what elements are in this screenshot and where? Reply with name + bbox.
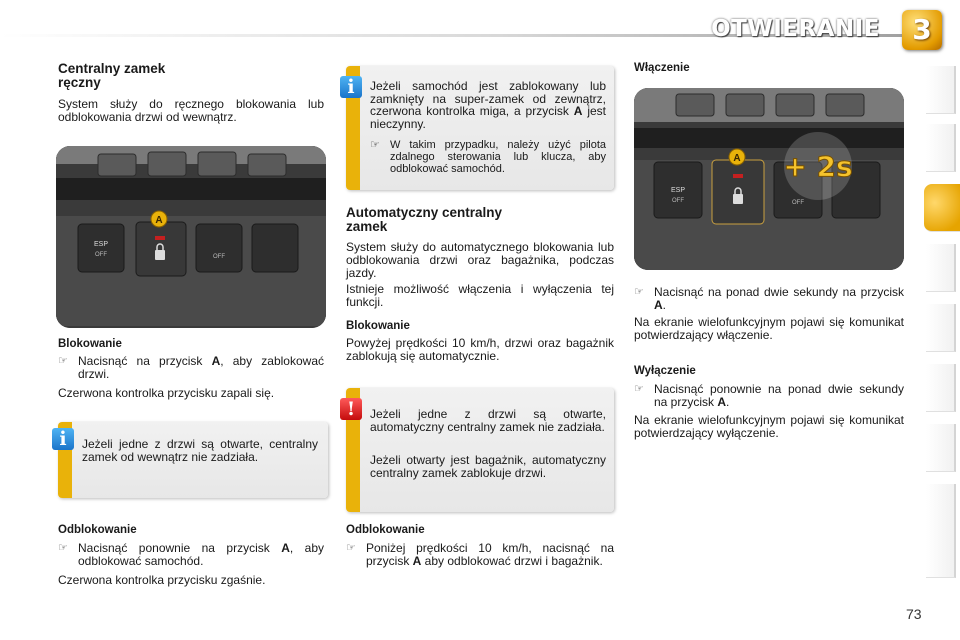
fan-button <box>726 94 764 116</box>
warning-text: Jeżeli otwarty jest bagażnik, automatyczny centralny zamek zablokuje drzwi. <box>370 453 606 480</box>
rear-defrost-button <box>826 94 864 116</box>
bullet-text: . <box>726 395 730 409</box>
chapter-tab[interactable] <box>926 484 956 532</box>
info-box-text <box>370 80 606 130</box>
vent-button <box>676 94 714 116</box>
hazard-button <box>252 224 298 272</box>
bullet-text: Poniżej prędkości 10 km/h, nacisnąć na przycisk <box>366 541 614 568</box>
esp-label: ESP <box>93 241 109 248</box>
bullet-odblokowanie-auto <box>346 542 614 568</box>
bullet-wlaczenie <box>634 286 904 312</box>
chapter-badge: 3 <box>902 10 942 50</box>
section-title-manual <box>58 62 165 90</box>
bullet-text: Nacisnąć ponownie na przycisk <box>78 541 282 555</box>
recirc-button <box>776 94 814 116</box>
button-ref: A <box>717 395 727 409</box>
chapter-tab[interactable] <box>926 244 956 292</box>
info-icon: i <box>340 76 362 98</box>
bullet-text: , aby odblokować samochód. <box>78 541 325 568</box>
button-a-label: A <box>733 153 741 164</box>
info-text: jest nieczynny. <box>370 104 606 131</box>
lock-indicator <box>733 174 743 178</box>
lock-icon <box>733 194 743 204</box>
info-box-left <box>58 422 328 498</box>
warning-icon: ! <box>340 398 362 420</box>
recirc-button <box>198 152 236 176</box>
bullet-text: Nacisnąć na ponad dwie sekundy na przycisk <box>654 285 904 299</box>
park-sensor-button <box>196 224 242 272</box>
lock-button <box>712 160 764 224</box>
lock-button <box>136 222 186 276</box>
bullet-icon: ☞ <box>58 542 68 554</box>
chapter-tab[interactable] <box>926 124 956 172</box>
blokowanie-auto-text: Powyżej prędkości 10 km/h, drzwi oraz bagażnik zablokują się automatycznie. <box>346 336 614 363</box>
rear-defrost-button <box>248 154 286 176</box>
lock-indicator <box>155 236 165 240</box>
lock-icon <box>155 250 165 260</box>
chapter-tab[interactable] <box>926 66 956 114</box>
chapter-tab-active[interactable] <box>924 184 960 232</box>
intro-text: System służy do automatycznego blokowania lub odblokowania drzwi oraz bagażnika, podczas jazdy. <box>346 240 614 280</box>
hold-duration-badge: + 2s <box>783 150 853 183</box>
warning-text: Jeżeli jedne z drzwi są otwarte, automatyczny centralny zamek nie zadziała. <box>370 407 606 434</box>
heading-odblokowanie: Odblokowanie <box>58 524 137 536</box>
title-line: zamek <box>346 219 388 234</box>
info-box-bullet <box>370 139 606 175</box>
button-ref: A <box>412 554 422 568</box>
heading-blokowanie: Blokowanie <box>58 338 122 350</box>
bullet-icon: ☞ <box>346 542 356 554</box>
bullet-text: . <box>662 298 667 312</box>
dashboard-photo-right <box>634 88 904 270</box>
bullet-text: W takim przypadku, należy użyć pilota zdalnego sterowania lub klucza, aby odblokować samochód. <box>390 139 606 175</box>
warning-box <box>346 388 614 512</box>
title-line: Centralny zamek <box>58 61 166 76</box>
chapter-tab[interactable] <box>926 530 956 578</box>
dashboard-photo-left <box>56 146 326 328</box>
intro-text: System służy do ręcznego blokowania lub odblokowania drzwi od wewnątrz. <box>58 97 324 124</box>
esp-off-label: OFF <box>672 198 684 204</box>
button-ref: A <box>211 354 221 368</box>
button-a-label: A <box>155 215 163 226</box>
wylaczenie-note: Na ekranie wielofunkcyjnym pojawi się komunikat potwierdzający wyłączenie. <box>634 413 904 440</box>
page-number: 73 <box>906 606 922 622</box>
vent-button <box>98 154 136 176</box>
info-text: Jeżeli samochód jest zablokowany lub zamknięty na super-zamek od zewnątrz, czerwona kontrolka miga, a przycisk <box>370 79 606 118</box>
heading-odblokowanie-auto: Odblokowanie <box>346 524 425 536</box>
wlaczenie-note: Na ekranie wielofunkcyjnym pojawi się komunikat potwierdzający włączenie. <box>634 315 904 342</box>
bullet-text: Nacisnąć na przycisk <box>78 354 212 368</box>
info-box-middle <box>346 66 614 190</box>
bullet-icon: ☞ <box>634 286 644 298</box>
park-off-label: OFF <box>213 254 225 260</box>
info-icon: i <box>52 428 74 450</box>
bullet-odblokowanie <box>58 542 324 568</box>
title-line: Automatyczny centralny <box>346 205 503 220</box>
chapter-tab[interactable] <box>926 304 956 352</box>
odblokowanie-note: Czerwona kontrolka przycisku zgaśnie. <box>58 573 266 587</box>
bullet-text: Nacisnąć ponownie na ponad dwie sekundy na przycisk <box>654 382 904 409</box>
button-ref: A <box>281 541 290 555</box>
section-title-auto <box>346 206 502 234</box>
bullet-text: aby odblokować drzwi i bagażnik. <box>421 554 603 568</box>
chapter-tabs <box>926 66 960 578</box>
blokowanie-note: Czerwona kontrolka przycisku zapali się. <box>58 386 275 400</box>
bullet-text: , aby zablokować drzwi. <box>78 354 324 381</box>
page-title: OTWIERANIE <box>711 16 880 42</box>
bullet-icon: ☞ <box>370 139 380 151</box>
esp-off-label: OFF <box>95 252 107 258</box>
heading-wlaczenie: Włączenie <box>634 62 690 74</box>
heading-blokowanie-auto: Blokowanie <box>346 320 410 332</box>
chapter-tab[interactable] <box>926 364 956 412</box>
fan-button <box>148 152 186 176</box>
intro-text-2: Istnieje możliwość włączenia i wyłączenia tej funkcji. <box>346 282 614 309</box>
esp-label: ESP <box>670 187 686 194</box>
title-line: ręczny <box>58 75 101 90</box>
esp-button <box>78 224 124 272</box>
info-box-text: Jeżeli jedne z drzwi są otwarte, centralny zamek od wewnątrz nie zadziała. <box>82 437 318 464</box>
chapter-tab[interactable] <box>926 424 956 472</box>
park-off-label: OFF <box>792 200 804 206</box>
button-ref: A <box>654 298 663 312</box>
heading-wylaczenie: Wyłączenie <box>634 365 696 377</box>
bullet-icon: ☞ <box>634 383 644 395</box>
bullet-blokowanie <box>58 355 324 381</box>
bullet-icon: ☞ <box>58 355 68 367</box>
button-ref: A <box>573 104 583 118</box>
bullet-wylaczenie <box>634 383 904 409</box>
